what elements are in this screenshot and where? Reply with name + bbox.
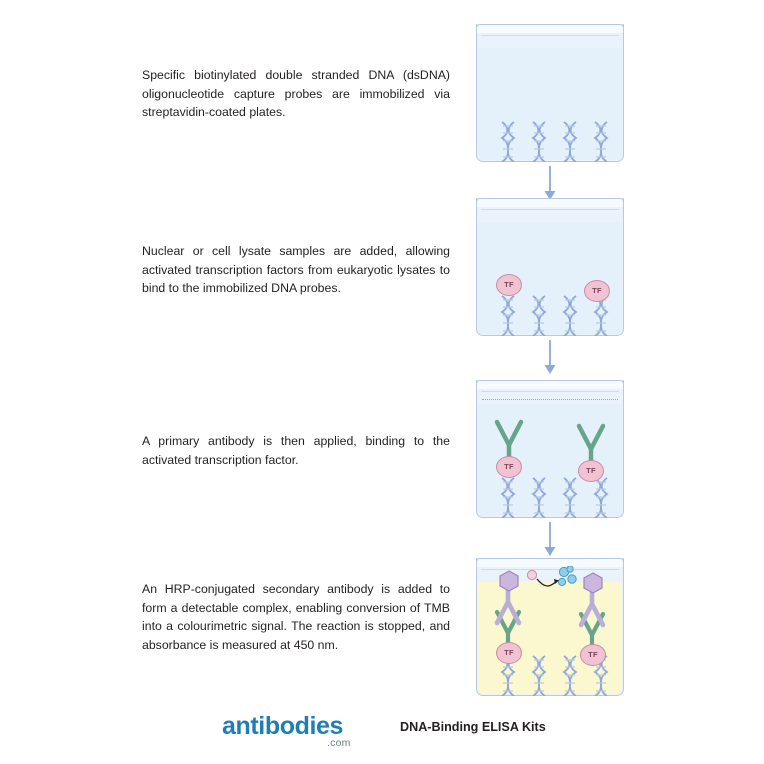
transcription-factor-blob: TF	[584, 280, 610, 302]
transcription-factor-blob: TF	[580, 644, 606, 666]
step-1-caption: Specific biotinylated double stranded DNA (dsDNA) oligonucleotide capture probes are immobilized via streptavidin-coated plates.	[142, 68, 450, 119]
well-rim-line	[481, 35, 619, 36]
step-1-well	[476, 24, 624, 162]
step-2-well	[476, 198, 624, 336]
step-4-well	[476, 558, 624, 696]
arrow-down-icon	[543, 522, 557, 558]
dna-helix-icon	[500, 120, 517, 162]
footer	[0, 712, 764, 764]
dna-helix-icon	[562, 294, 579, 336]
figure-title: DNA-Binding ELISA Kits	[400, 720, 546, 734]
dna-helix-icon	[531, 654, 548, 696]
well-rim-line	[481, 391, 619, 392]
tmb-conversion-icon	[524, 566, 578, 600]
well-lip	[476, 198, 624, 207]
dna-helix-icon	[531, 476, 548, 518]
dna-helix-icon	[500, 476, 517, 518]
step-2-caption: Nuclear or cell lysate samples are added, allowing activated transcription factors from eukaryotic lysates to bind to the immobilized DNA probes.	[142, 244, 450, 295]
transcription-factor-blob: TF	[496, 642, 522, 664]
dna-helix-icon	[531, 294, 548, 336]
step-4-caption: An HRP-conjugated secondary antibody is added to form a detectable complex, enabling conversion of TMB into a colourimetric signal. The reaction is stopped, and absorbance is measured at 450 nm.	[142, 582, 450, 652]
transcription-factor-blob: TF	[496, 456, 522, 478]
brand-logo-suffix: .com	[327, 737, 351, 749]
well-dotted-line	[482, 399, 618, 400]
well-lip	[476, 380, 624, 389]
dna-helix-icon	[593, 476, 610, 518]
transcription-factor-blob: TF	[496, 274, 522, 296]
dna-helix-icon	[500, 294, 517, 336]
dna-helix-icon	[562, 120, 579, 162]
step-3-well	[476, 380, 624, 518]
dna-helix-icon	[562, 654, 579, 696]
well-lip	[476, 24, 624, 33]
dna-helix-icon	[593, 120, 610, 162]
hrp-enzyme-icon	[498, 570, 520, 592]
dna-helix-icon	[562, 476, 579, 518]
arrow-down-icon	[543, 166, 557, 202]
arrow-down-icon	[543, 340, 557, 376]
step-3-caption: A primary antibody is then applied, binding to the activated transcription factor.	[142, 434, 450, 467]
transcription-factor-blob: TF	[578, 460, 604, 482]
hrp-enzyme-icon	[582, 572, 604, 594]
dna-helix-icon	[531, 120, 548, 162]
brand-logo-text: antibodies	[222, 712, 344, 740]
well-rim-line	[481, 209, 619, 210]
